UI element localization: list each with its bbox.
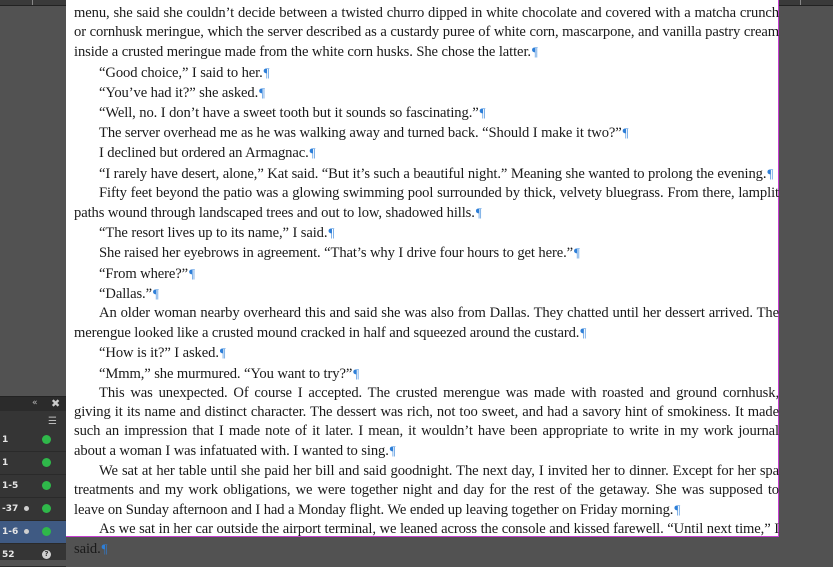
paragraph[interactable] [74, 284, 779, 304]
paragraph[interactable] [74, 520, 779, 559]
status-ok-icon [42, 481, 51, 490]
paragraph[interactable] [74, 223, 779, 243]
pilcrow-mark: ¶ [580, 325, 587, 341]
visibility-dot-icon[interactable] [24, 506, 29, 511]
paragraph-text: “Well, no. I don’t have a sweet tooth but it sounds so fascinating.” [99, 105, 479, 122]
paragraph-text: Fifty feet beyond the patio was a glowing swimming pool surrounded by thick, velvety bluegrass. From there, lamplit paths wound through landscaped trees and out to low, shadowed hills. [74, 184, 779, 222]
paragraph[interactable] [74, 103, 779, 123]
paragraph[interactable] [74, 4, 779, 63]
panel-row-label: 1-6 [2, 527, 19, 537]
panel-row[interactable] [0, 429, 66, 452]
pilcrow-mark: ¶ [259, 84, 265, 100]
paragraph-text: “You’ve had it?” she asked. [99, 84, 259, 101]
paragraph[interactable] [74, 164, 779, 184]
paragraph-text: As we sat in her car outside the airport terminal, we leaned across the console and kissed farewell. “Until next time,” I said. [74, 521, 779, 558]
visibility-dot-icon[interactable] [24, 529, 29, 534]
panel-row-label: 1 [2, 458, 9, 468]
pilcrow-mark: ¶ [479, 105, 486, 121]
ruler-tick [32, 0, 33, 5]
pilcrow-mark: ¶ [219, 345, 226, 361]
paragraph-text: “I rarely have desert, alone,” Kat said. “But it’s such a beautiful night.” Meaning she wanted to prolong the evening. [99, 165, 767, 182]
layers-panel [0, 396, 66, 560]
help-icon: ? [42, 550, 51, 559]
status-ok-icon [42, 527, 51, 536]
panel-row[interactable] [0, 498, 66, 521]
paragraph[interactable] [74, 184, 779, 223]
pilcrow-mark: ¶ [389, 443, 396, 459]
panel-header [0, 397, 66, 411]
paragraph[interactable] [74, 462, 779, 521]
pilcrow-mark: ¶ [101, 541, 108, 557]
paragraph-text: She raised her eyebrows in agreement. “That’s why I drive four hours to get here.” [99, 245, 574, 262]
paragraph-text: “How is it?” I asked. [99, 345, 219, 362]
status-ok-icon [42, 504, 51, 513]
paragraph[interactable] [74, 384, 779, 462]
text-frame[interactable] [74, 4, 779, 560]
paragraph[interactable] [74, 123, 779, 143]
pilcrow-mark: ¶ [622, 125, 629, 141]
panel-row-label: 1-5 [2, 481, 19, 491]
pilcrow-mark: ¶ [328, 225, 335, 241]
ruler-tick [800, 0, 801, 5]
pilcrow-mark: ¶ [574, 245, 580, 261]
close-icon[interactable]: ✖ [51, 397, 61, 410]
paragraph-text: “Dallas.” [99, 285, 152, 302]
pilcrow-mark: ¶ [309, 145, 316, 161]
paragraph-text: menu, she said she couldn’t decide between a twisted churro dipped in white chocolate and covered with a matcha crunch or cornhusk meringue, which the server described as a custardy puree of white corn, mascarpone, and vanilla pastry cream inside a crusted meringue made from the white corn husks. She chose the latter. [74, 5, 779, 61]
paragraph-text: I declined but ordered an Armagnac. [99, 145, 309, 162]
panel-row[interactable] [0, 521, 66, 544]
paragraph-text: “Mmm,” she murmured. “You want to try?” [99, 365, 353, 382]
panel-rows [0, 429, 66, 567]
pilcrow-mark: ¶ [353, 365, 359, 381]
paragraph-text: This was unexpected. Of course I accepted. The crusted merengue was made with roasted and ground cornhusk, giving it its name and distinct character. The dessert was rich, not too sweet, and had a savory hint of smokiness. It made such an impression that I made note of it later. I mean, it wouldn’t have been appropriate to write in my work journal about a woman I was infatuated with. I wanted to sing. [74, 384, 779, 460]
paragraph-text: “From where?” [99, 265, 189, 282]
pilcrow-mark: ¶ [153, 285, 159, 301]
panel-row[interactable] [0, 452, 66, 475]
paragraph-text: “The resort lives up to its name,” I said. [99, 225, 328, 242]
panel-row-label: -37 [2, 504, 19, 514]
panel-menu-icon[interactable]: ☰ [48, 416, 57, 427]
pilcrow-mark: ¶ [475, 205, 482, 221]
pilcrow-mark: ¶ [674, 502, 681, 518]
panel-row[interactable] [0, 544, 66, 567]
paragraph[interactable] [74, 243, 779, 263]
collapse-icon[interactable]: « [32, 398, 38, 408]
status-ok-icon [42, 435, 51, 444]
panel-row[interactable] [0, 475, 66, 498]
pilcrow-mark: ¶ [531, 44, 538, 60]
paragraph[interactable] [74, 364, 779, 384]
paragraph[interactable] [74, 264, 779, 284]
panel-row-label: 1 [2, 435, 9, 445]
status-ok-icon [42, 458, 51, 467]
paragraph[interactable] [74, 304, 779, 343]
panel-menu-bar [0, 411, 66, 429]
paragraph[interactable] [74, 343, 779, 363]
pilcrow-mark: ¶ [767, 165, 774, 181]
pilcrow-mark: ¶ [189, 265, 195, 281]
paragraph-text: We sat at her table until she paid her bill and said goodnight. The next day, I invited her to dinner. Except for her spa treatments and my work obligations, we were together night and day for the rest of the getaway. She was supposed to leave on Sunday afternoon and I had a Monday flight. We ended up leaving together on Friday morning. [74, 462, 779, 519]
paragraph[interactable] [74, 63, 779, 83]
paragraph-text: An older woman nearby overheard this and said she was also from Dallas. They chatted until her dessert arrived. The merengue looked like a crusted mound cracked in half and squeezed around the custard. [74, 305, 779, 342]
paragraph[interactable] [74, 83, 779, 103]
panel-row-label: 52 [2, 550, 15, 560]
pilcrow-mark: ¶ [263, 64, 270, 80]
paragraph-text: “Good choice,” I said to her. [99, 64, 263, 81]
paragraph[interactable] [74, 143, 779, 163]
paragraph-text: The server overhead me as he was walking away and turned back. “Should I make it two?” [99, 125, 622, 142]
